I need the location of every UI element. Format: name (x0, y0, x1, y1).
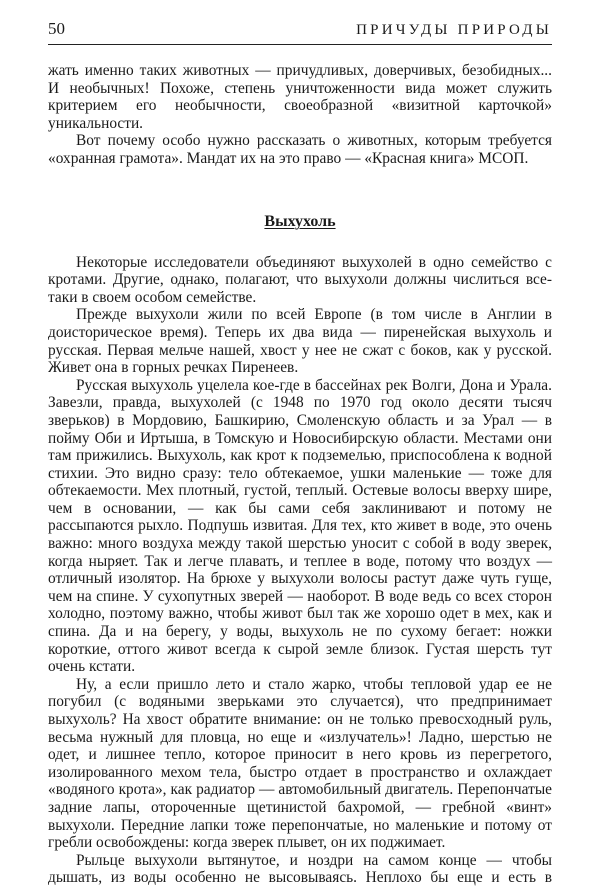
section-spacer (48, 168, 552, 212)
paragraph: Рыльце выхухоли вытянутое, и ноздри на самом конце — чтобы дышать, из воды особенно не высовываясь. Неплохо бы еще и есть в (48, 851, 552, 887)
paragraph: Некоторые исследователи объединяют выхухолей в одно семейство с кротами. Другие, однако, полагают, что выхухоли должны числиться все-таки в своем особом семействе. (48, 253, 552, 306)
page-header (48, 18, 552, 45)
running-title: ПРИЧУДЫ ПРИРОДЫ (356, 22, 552, 38)
page-body (48, 62, 552, 887)
paragraph: Вот почему особо нужно рассказать о животных, которым требуется «охранная грамота». Мандат их на это право — «Красная книга» МСОП. (48, 132, 552, 167)
paragraph: жать именно таких животных — причудливых, доверчивых, безобидных... И необычных! Похоже, степень уничтоженности вида может служить критерием его необычности, своеобразной «визитной карточкой» уникальности. (48, 62, 552, 132)
paragraph: Прежде выхухоли жили по всей Европе (в том числе в Англии в доисторическое время). Теперь их два вида — пиренейская выхухоль и русская. Первая мельче нашей, хвост у нее не сжат с боков, как у русской. Живет она в горных речках Пиренеев. (48, 306, 552, 377)
section-title: Выхухоль (264, 212, 336, 230)
paragraph: Ну, а если пришло лето и стало жарко, чтобы тепловой удар ее не погубил (с водяными зверьками это случается), что предпринимает выхухоль? На хвост обратите внимание: он не только превосходный руль, весьма нужный для пловца, но еще и «излучатель»! Ладно, шерстью не одет, и лишнее тепло, которое приносит в него кровь из перегретого, изолированного мехом тела, быстро отдает в пространство и охлаждает «водяного крота», как радиатор — автомобильный двигатель. Перепончатые задние лапы, отороченные щетинистой бахромой, — гребной «винт» выхухоли. Передние лапки тоже перепончатые, но маленькие и потому от гребли освобождены: когда зверек плывет, он их поджимает. (48, 675, 552, 852)
paragraph: Русская выхухоль уцелела кое-где в бассейнах рек Волги, Дона и Урала. Завезли, правда, выхухолей (с 1948 по 1970 год около десяти тысяч зверьков) в Мордовию, Башкирию, Смоленскую область и за Урал — в пойму Оби и Иртыша, в Томскую и Новосибирскую области. Местами они там прижились. Выхухоль, как крот к подземелью, приспособлена к водной стихии. Это видно сразу: тело обтекаемое, ушки маленькие — тоже для обтекаемости. Мех плотный, густой, теплый. Остевые волосы вверху шире, чем в основании, — как бы сами себя заклинивают и потому не рассыпаются рыхло. Подпушь извитая. Для тех, кто живет в воде, это очень важно: много воздуха между такой шерстью уносит с собой в воду зверек, когда ныряет. Так и легче плавать, и теплее в воде, потому что воздух — отличный изолятор. На брюхе у выхухоли волосы растут даже чуть гуще, чем на спине. У сухопутных зверей — наоборот. В воде ведь со всех сторон холодно, поэтому важно, чтобы живот был так же хорошо одет в мех, как и спина. Да и на берегу, у воды, выхухоль не по сухому бегает: ножки короткие, оттого живот всегда к сырой земле близок. Густая шерсть тут очень кстати. (48, 376, 552, 676)
page-number: 50 (48, 19, 65, 38)
